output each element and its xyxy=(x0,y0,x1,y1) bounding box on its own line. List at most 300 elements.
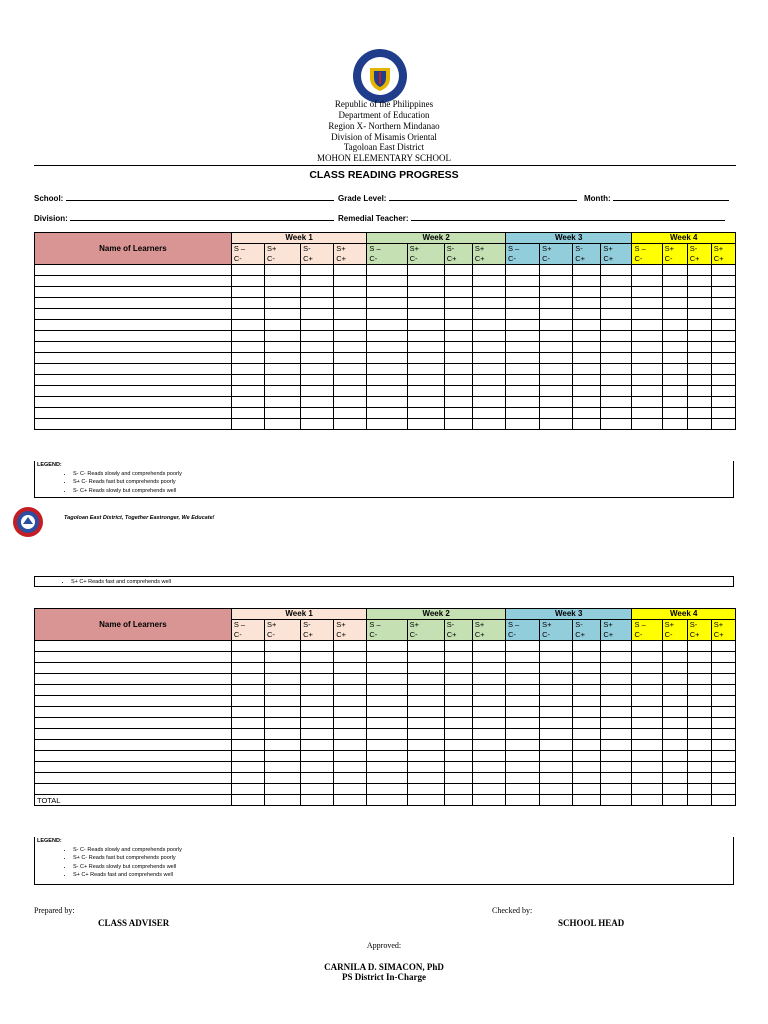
score-cell[interactable] xyxy=(711,674,735,685)
score-cell[interactable] xyxy=(601,265,632,276)
score-cell[interactable] xyxy=(264,320,300,331)
score-cell[interactable] xyxy=(231,276,264,287)
total-cell[interactable] xyxy=(231,795,264,806)
score-cell[interactable] xyxy=(711,784,735,795)
score-cell[interactable] xyxy=(407,342,444,353)
score-cell[interactable] xyxy=(573,353,601,364)
score-cell[interactable] xyxy=(711,641,735,652)
score-cell[interactable] xyxy=(711,751,735,762)
score-cell[interactable] xyxy=(573,265,601,276)
score-cell[interactable] xyxy=(264,353,300,364)
score-cell[interactable] xyxy=(540,287,573,298)
score-cell[interactable] xyxy=(367,287,407,298)
score-cell[interactable] xyxy=(601,331,632,342)
score-cell[interactable] xyxy=(505,718,539,729)
score-cell[interactable] xyxy=(540,674,573,685)
score-cell[interactable] xyxy=(407,397,444,408)
score-cell[interactable] xyxy=(264,685,300,696)
score-cell[interactable] xyxy=(505,641,539,652)
score-cell[interactable] xyxy=(264,663,300,674)
score-cell[interactable] xyxy=(231,419,264,430)
score-cell[interactable] xyxy=(687,696,711,707)
score-cell[interactable] xyxy=(407,707,444,718)
score-cell[interactable] xyxy=(687,773,711,784)
score-cell[interactable] xyxy=(472,419,505,430)
learner-name-cell[interactable] xyxy=(35,309,232,320)
score-cell[interactable] xyxy=(662,784,687,795)
score-cell[interactable] xyxy=(472,342,505,353)
score-cell[interactable] xyxy=(407,386,444,397)
score-cell[interactable] xyxy=(601,729,632,740)
score-cell[interactable] xyxy=(367,674,407,685)
score-cell[interactable] xyxy=(407,276,444,287)
score-cell[interactable] xyxy=(573,331,601,342)
score-cell[interactable] xyxy=(264,652,300,663)
total-cell[interactable] xyxy=(687,795,711,806)
score-cell[interactable] xyxy=(540,331,573,342)
score-cell[interactable] xyxy=(301,309,334,320)
score-cell[interactable] xyxy=(632,751,662,762)
score-cell[interactable] xyxy=(573,762,601,773)
score-cell[interactable] xyxy=(711,740,735,751)
score-cell[interactable] xyxy=(662,740,687,751)
score-cell[interactable] xyxy=(573,386,601,397)
score-cell[interactable] xyxy=(573,718,601,729)
score-cell[interactable] xyxy=(505,696,539,707)
score-cell[interactable] xyxy=(601,740,632,751)
score-cell[interactable] xyxy=(301,652,334,663)
score-cell[interactable] xyxy=(711,320,735,331)
score-cell[interactable] xyxy=(601,375,632,386)
score-cell[interactable] xyxy=(407,740,444,751)
score-cell[interactable] xyxy=(601,707,632,718)
score-cell[interactable] xyxy=(632,762,662,773)
score-cell[interactable] xyxy=(444,674,472,685)
score-cell[interactable] xyxy=(662,298,687,309)
score-cell[interactable] xyxy=(444,696,472,707)
score-cell[interactable] xyxy=(601,773,632,784)
score-cell[interactable] xyxy=(687,751,711,762)
score-cell[interactable] xyxy=(301,663,334,674)
score-cell[interactable] xyxy=(407,751,444,762)
score-cell[interactable] xyxy=(540,641,573,652)
score-cell[interactable] xyxy=(301,375,334,386)
learner-name-cell[interactable] xyxy=(35,331,232,342)
score-cell[interactable] xyxy=(231,718,264,729)
score-cell[interactable] xyxy=(505,265,539,276)
score-cell[interactable] xyxy=(367,298,407,309)
score-cell[interactable] xyxy=(367,707,407,718)
learner-name-cell[interactable] xyxy=(35,320,232,331)
score-cell[interactable] xyxy=(505,320,539,331)
score-cell[interactable] xyxy=(540,364,573,375)
score-cell[interactable] xyxy=(632,298,662,309)
score-cell[interactable] xyxy=(711,707,735,718)
score-cell[interactable] xyxy=(601,762,632,773)
score-cell[interactable] xyxy=(662,276,687,287)
score-cell[interactable] xyxy=(687,298,711,309)
score-cell[interactable] xyxy=(444,265,472,276)
score-cell[interactable] xyxy=(711,298,735,309)
score-cell[interactable] xyxy=(505,408,539,419)
score-cell[interactable] xyxy=(444,641,472,652)
score-cell[interactable] xyxy=(407,309,444,320)
score-cell[interactable] xyxy=(662,320,687,331)
score-cell[interactable] xyxy=(601,397,632,408)
score-cell[interactable] xyxy=(711,729,735,740)
score-cell[interactable] xyxy=(444,397,472,408)
score-cell[interactable] xyxy=(444,276,472,287)
score-cell[interactable] xyxy=(540,353,573,364)
score-cell[interactable] xyxy=(505,729,539,740)
score-cell[interactable] xyxy=(264,386,300,397)
score-cell[interactable] xyxy=(472,320,505,331)
score-cell[interactable] xyxy=(407,773,444,784)
score-cell[interactable] xyxy=(540,707,573,718)
total-cell[interactable] xyxy=(444,795,472,806)
score-cell[interactable] xyxy=(264,696,300,707)
score-cell[interactable] xyxy=(662,408,687,419)
total-cell[interactable] xyxy=(367,795,407,806)
score-cell[interactable] xyxy=(472,751,505,762)
score-cell[interactable] xyxy=(231,386,264,397)
score-cell[interactable] xyxy=(264,718,300,729)
score-cell[interactable] xyxy=(632,276,662,287)
score-cell[interactable] xyxy=(573,663,601,674)
score-cell[interactable] xyxy=(231,696,264,707)
score-cell[interactable] xyxy=(301,386,334,397)
score-cell[interactable] xyxy=(601,386,632,397)
score-cell[interactable] xyxy=(573,740,601,751)
score-cell[interactable] xyxy=(407,674,444,685)
learner-name-cell[interactable] xyxy=(35,751,232,762)
score-cell[interactable] xyxy=(301,718,334,729)
score-cell[interactable] xyxy=(301,408,334,419)
score-cell[interactable] xyxy=(632,419,662,430)
score-cell[interactable] xyxy=(231,740,264,751)
score-cell[interactable] xyxy=(472,276,505,287)
score-cell[interactable] xyxy=(472,740,505,751)
score-cell[interactable] xyxy=(573,342,601,353)
score-cell[interactable] xyxy=(472,685,505,696)
score-cell[interactable] xyxy=(540,740,573,751)
score-cell[interactable] xyxy=(231,320,264,331)
score-cell[interactable] xyxy=(662,663,687,674)
score-cell[interactable] xyxy=(444,309,472,320)
score-cell[interactable] xyxy=(711,663,735,674)
score-cell[interactable] xyxy=(301,707,334,718)
score-cell[interactable] xyxy=(334,674,367,685)
score-cell[interactable] xyxy=(540,408,573,419)
score-cell[interactable] xyxy=(472,331,505,342)
score-cell[interactable] xyxy=(711,331,735,342)
score-cell[interactable] xyxy=(444,287,472,298)
score-cell[interactable] xyxy=(367,320,407,331)
score-cell[interactable] xyxy=(711,397,735,408)
score-cell[interactable] xyxy=(472,287,505,298)
score-cell[interactable] xyxy=(601,287,632,298)
score-cell[interactable] xyxy=(334,762,367,773)
score-cell[interactable] xyxy=(540,419,573,430)
learner-name-cell[interactable] xyxy=(35,408,232,419)
learner-name-cell[interactable] xyxy=(35,386,232,397)
score-cell[interactable] xyxy=(472,265,505,276)
score-cell[interactable] xyxy=(662,641,687,652)
score-cell[interactable] xyxy=(231,375,264,386)
score-cell[interactable] xyxy=(334,718,367,729)
score-cell[interactable] xyxy=(301,342,334,353)
score-cell[interactable] xyxy=(687,740,711,751)
score-cell[interactable] xyxy=(367,740,407,751)
score-cell[interactable] xyxy=(472,375,505,386)
score-cell[interactable] xyxy=(711,342,735,353)
score-cell[interactable] xyxy=(264,397,300,408)
score-cell[interactable] xyxy=(662,718,687,729)
total-cell[interactable] xyxy=(632,795,662,806)
score-cell[interactable] xyxy=(711,685,735,696)
score-cell[interactable] xyxy=(632,685,662,696)
score-cell[interactable] xyxy=(601,751,632,762)
score-cell[interactable] xyxy=(367,408,407,419)
score-cell[interactable] xyxy=(231,408,264,419)
score-cell[interactable] xyxy=(711,276,735,287)
score-cell[interactable] xyxy=(632,652,662,663)
score-cell[interactable] xyxy=(540,386,573,397)
learner-name-cell[interactable] xyxy=(35,729,232,740)
score-cell[interactable] xyxy=(601,696,632,707)
score-cell[interactable] xyxy=(231,298,264,309)
score-cell[interactable] xyxy=(367,419,407,430)
learner-name-cell[interactable] xyxy=(35,773,232,784)
score-cell[interactable] xyxy=(367,375,407,386)
score-cell[interactable] xyxy=(505,762,539,773)
score-cell[interactable] xyxy=(573,641,601,652)
score-cell[interactable] xyxy=(334,331,367,342)
learner-name-cell[interactable] xyxy=(35,419,232,430)
score-cell[interactable] xyxy=(334,652,367,663)
score-cell[interactable] xyxy=(711,762,735,773)
score-cell[interactable] xyxy=(540,397,573,408)
remedial-teacher-field[interactable] xyxy=(338,213,725,223)
score-cell[interactable] xyxy=(505,309,539,320)
score-cell[interactable] xyxy=(662,773,687,784)
score-cell[interactable] xyxy=(472,353,505,364)
score-cell[interactable] xyxy=(540,265,573,276)
score-cell[interactable] xyxy=(334,641,367,652)
score-cell[interactable] xyxy=(662,674,687,685)
score-cell[interactable] xyxy=(264,784,300,795)
learner-name-cell[interactable] xyxy=(35,663,232,674)
score-cell[interactable] xyxy=(601,353,632,364)
score-cell[interactable] xyxy=(407,287,444,298)
score-cell[interactable] xyxy=(472,364,505,375)
score-cell[interactable] xyxy=(301,397,334,408)
score-cell[interactable] xyxy=(334,364,367,375)
score-cell[interactable] xyxy=(472,773,505,784)
score-cell[interactable] xyxy=(632,663,662,674)
score-cell[interactable] xyxy=(231,762,264,773)
learner-name-cell[interactable] xyxy=(35,685,232,696)
score-cell[interactable] xyxy=(301,298,334,309)
score-cell[interactable] xyxy=(687,762,711,773)
score-cell[interactable] xyxy=(334,309,367,320)
score-cell[interactable] xyxy=(231,265,264,276)
score-cell[interactable] xyxy=(231,773,264,784)
score-cell[interactable] xyxy=(662,265,687,276)
score-cell[interactable] xyxy=(367,364,407,375)
score-cell[interactable] xyxy=(334,265,367,276)
score-cell[interactable] xyxy=(407,408,444,419)
score-cell[interactable] xyxy=(444,762,472,773)
score-cell[interactable] xyxy=(444,740,472,751)
score-cell[interactable] xyxy=(505,331,539,342)
score-cell[interactable] xyxy=(540,342,573,353)
score-cell[interactable] xyxy=(472,729,505,740)
score-cell[interactable] xyxy=(632,287,662,298)
score-cell[interactable] xyxy=(231,729,264,740)
score-cell[interactable] xyxy=(231,287,264,298)
score-cell[interactable] xyxy=(264,331,300,342)
score-cell[interactable] xyxy=(472,298,505,309)
score-cell[interactable] xyxy=(573,729,601,740)
score-cell[interactable] xyxy=(632,364,662,375)
score-cell[interactable] xyxy=(407,265,444,276)
score-cell[interactable] xyxy=(301,696,334,707)
score-cell[interactable] xyxy=(505,674,539,685)
score-cell[interactable] xyxy=(231,353,264,364)
total-cell[interactable] xyxy=(472,795,505,806)
score-cell[interactable] xyxy=(573,652,601,663)
score-cell[interactable] xyxy=(472,696,505,707)
score-cell[interactable] xyxy=(231,652,264,663)
score-cell[interactable] xyxy=(407,364,444,375)
score-cell[interactable] xyxy=(264,298,300,309)
score-cell[interactable] xyxy=(687,663,711,674)
score-cell[interactable] xyxy=(601,685,632,696)
score-cell[interactable] xyxy=(687,707,711,718)
score-cell[interactable] xyxy=(334,287,367,298)
score-cell[interactable] xyxy=(540,652,573,663)
score-cell[interactable] xyxy=(573,287,601,298)
score-cell[interactable] xyxy=(472,663,505,674)
learner-name-cell[interactable] xyxy=(35,375,232,386)
score-cell[interactable] xyxy=(472,397,505,408)
learner-name-cell[interactable] xyxy=(35,784,232,795)
learner-name-cell[interactable] xyxy=(35,641,232,652)
score-cell[interactable] xyxy=(264,740,300,751)
score-cell[interactable] xyxy=(334,740,367,751)
score-cell[interactable] xyxy=(334,375,367,386)
score-cell[interactable] xyxy=(264,265,300,276)
score-cell[interactable] xyxy=(301,641,334,652)
score-cell[interactable] xyxy=(367,663,407,674)
score-cell[interactable] xyxy=(540,751,573,762)
score-cell[interactable] xyxy=(505,773,539,784)
score-cell[interactable] xyxy=(301,331,334,342)
score-cell[interactable] xyxy=(632,718,662,729)
score-cell[interactable] xyxy=(687,652,711,663)
score-cell[interactable] xyxy=(687,674,711,685)
score-cell[interactable] xyxy=(505,419,539,430)
score-cell[interactable] xyxy=(687,353,711,364)
score-cell[interactable] xyxy=(601,276,632,287)
learner-name-cell[interactable] xyxy=(35,298,232,309)
score-cell[interactable] xyxy=(601,309,632,320)
score-cell[interactable] xyxy=(444,298,472,309)
score-cell[interactable] xyxy=(662,364,687,375)
score-cell[interactable] xyxy=(711,309,735,320)
score-cell[interactable] xyxy=(573,276,601,287)
score-cell[interactable] xyxy=(472,674,505,685)
total-cell[interactable] xyxy=(601,795,632,806)
score-cell[interactable] xyxy=(367,652,407,663)
score-cell[interactable] xyxy=(632,729,662,740)
score-cell[interactable] xyxy=(231,751,264,762)
score-cell[interactable] xyxy=(632,674,662,685)
score-cell[interactable] xyxy=(711,696,735,707)
score-cell[interactable] xyxy=(632,331,662,342)
score-cell[interactable] xyxy=(632,740,662,751)
score-cell[interactable] xyxy=(505,663,539,674)
score-cell[interactable] xyxy=(573,674,601,685)
score-cell[interactable] xyxy=(632,265,662,276)
score-cell[interactable] xyxy=(601,408,632,419)
score-cell[interactable] xyxy=(687,331,711,342)
score-cell[interactable] xyxy=(472,707,505,718)
score-cell[interactable] xyxy=(367,309,407,320)
score-cell[interactable] xyxy=(573,375,601,386)
score-cell[interactable] xyxy=(367,397,407,408)
score-cell[interactable] xyxy=(505,740,539,751)
score-cell[interactable] xyxy=(711,773,735,784)
score-cell[interactable] xyxy=(334,663,367,674)
score-cell[interactable] xyxy=(444,707,472,718)
score-cell[interactable] xyxy=(367,685,407,696)
score-cell[interactable] xyxy=(711,265,735,276)
score-cell[interactable] xyxy=(573,685,601,696)
score-cell[interactable] xyxy=(301,353,334,364)
learner-name-cell[interactable] xyxy=(35,353,232,364)
score-cell[interactable] xyxy=(231,784,264,795)
score-cell[interactable] xyxy=(505,375,539,386)
score-cell[interactable] xyxy=(444,773,472,784)
score-cell[interactable] xyxy=(472,762,505,773)
score-cell[interactable] xyxy=(407,419,444,430)
score-cell[interactable] xyxy=(407,331,444,342)
score-cell[interactable] xyxy=(367,773,407,784)
score-cell[interactable] xyxy=(573,784,601,795)
score-cell[interactable] xyxy=(444,751,472,762)
total-cell[interactable] xyxy=(505,795,539,806)
score-cell[interactable] xyxy=(662,375,687,386)
score-cell[interactable] xyxy=(687,342,711,353)
score-cell[interactable] xyxy=(601,342,632,353)
score-cell[interactable] xyxy=(687,729,711,740)
learner-name-cell[interactable] xyxy=(35,740,232,751)
score-cell[interactable] xyxy=(632,784,662,795)
score-cell[interactable] xyxy=(573,364,601,375)
score-cell[interactable] xyxy=(264,707,300,718)
score-cell[interactable] xyxy=(301,364,334,375)
score-cell[interactable] xyxy=(601,674,632,685)
score-cell[interactable] xyxy=(407,663,444,674)
score-cell[interactable] xyxy=(444,331,472,342)
score-cell[interactable] xyxy=(334,353,367,364)
score-cell[interactable] xyxy=(687,718,711,729)
score-cell[interactable] xyxy=(573,773,601,784)
score-cell[interactable] xyxy=(662,762,687,773)
score-cell[interactable] xyxy=(334,342,367,353)
